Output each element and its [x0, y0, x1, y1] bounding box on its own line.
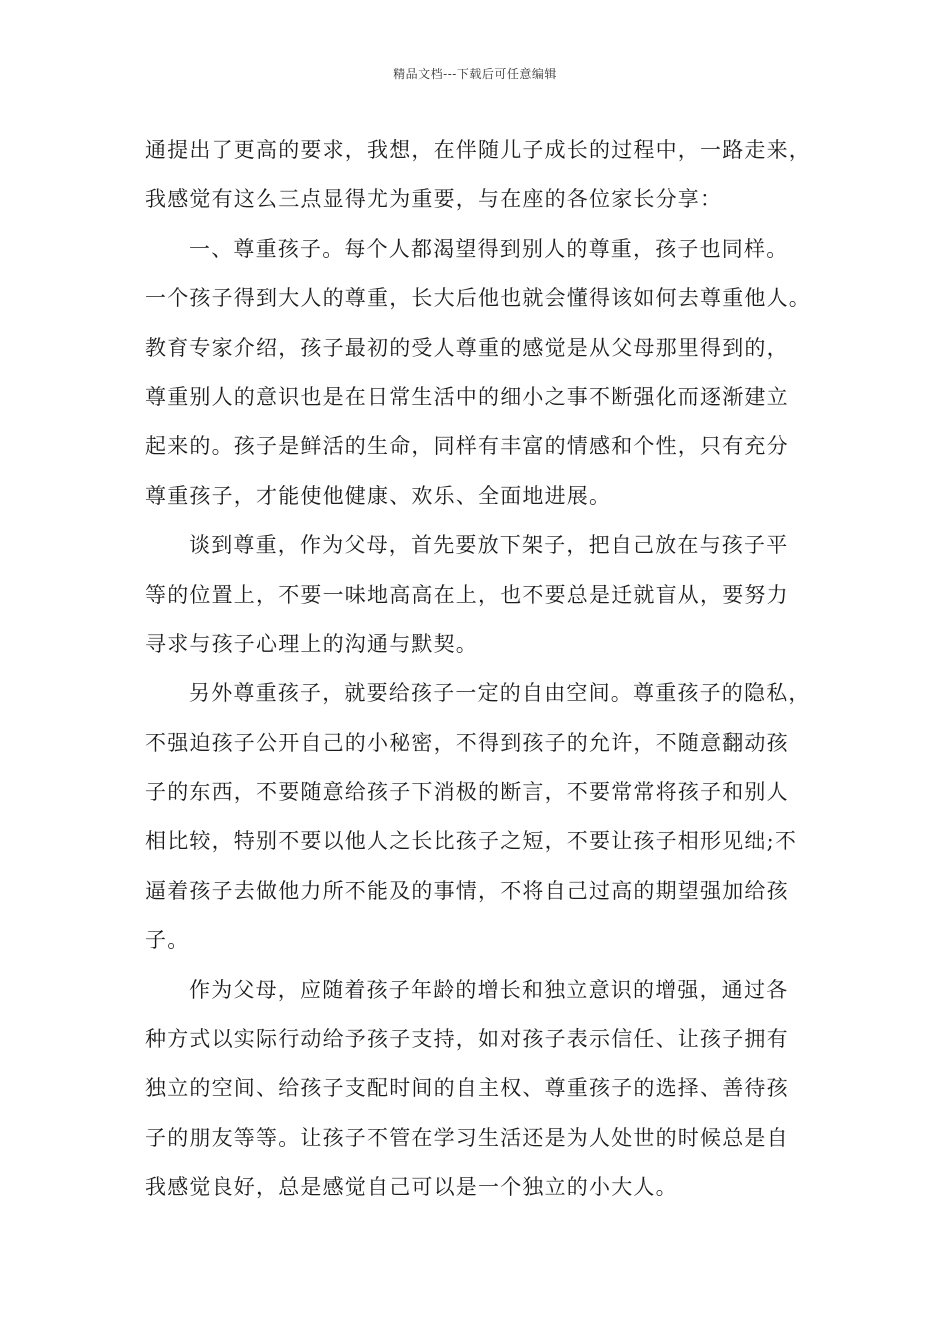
text-line: 尊重孩子，才能使他健康、欢乐、全面地进展。: [145, 483, 612, 508]
text-line: 教育专家介绍，孩子最初的受人尊重的感觉是从父母那里得到的，: [145, 335, 789, 360]
text-line: 我感觉良好，总是感觉自己可以是一个独立的小大人。: [145, 1175, 678, 1200]
document-body: [145, 126, 825, 1213]
text-line: 种方式以实际行动给予孩子支持，如对孩子表示信任、让孩子拥有: [145, 1027, 789, 1052]
text-line: 通提出了更高的要求，我想，在伴随儿子成长的过程中，一路走来，: [145, 138, 811, 162]
text-line: 子的朋友等等。让孩子不管在学习生活还是为人处世的时候总是自: [145, 1125, 789, 1150]
paragraph-start-line: 另外尊重孩子，就要给孩子一定的自由空间。尊重孩子的隐私，: [189, 681, 811, 706]
text-line: 不强迫孩子公开自己的小秘密，不得到孩子的允许，不随意翻动孩: [145, 730, 789, 755]
text-line: 相比较，特别不要以他人之长比孩子之短，不要让孩子相形见绌;不: [145, 829, 798, 854]
paragraph-start-line: 一、尊重孩子。每个人都渴望得到别人的尊重，孩子也同样。: [189, 236, 789, 261]
paragraph-start-line: 谈到尊重，作为父母，首先要放下架子，把自己放在与孩子平: [189, 533, 789, 558]
text-line: 子。: [145, 928, 190, 953]
text-line: 独立的空间、给孩子支配时间的自主权、尊重孩子的选择、善待孩: [145, 1076, 789, 1101]
page-header: 精品文档---下载后可任意编辑: [393, 67, 557, 81]
text-line: 尊重别人的意识也是在日常生活中的细小之事不断强化而逐渐建立: [145, 384, 789, 409]
text-line: 子的东西，不要随意给孩子下消极的断言，不要常常将孩子和别人: [145, 780, 789, 805]
text-line: 我感觉有这么三点显得尤为重要，与在座的各位家长分享：: [145, 187, 723, 212]
text-line: 逼着孩子去做他力所不能及的事情，不将自己过高的期望强加给孩: [145, 878, 789, 903]
text-line: 寻求与孩子心理上的沟通与默契。: [145, 631, 478, 656]
text-line: 起来的。孩子是鲜活的生命，同样有丰富的情感和个性，只有充分: [145, 434, 789, 459]
text-line: 等的位置上，不要一味地高高在上，也不要总是迁就盲从，要努力: [145, 582, 789, 607]
paragraph-start-line: 作为父母，应随着孩子年龄的增长和独立意识的增强，通过各: [189, 977, 789, 1002]
text-line: 一个孩子得到大人的尊重，长大后他也就会懂得该如何去尊重他人。: [145, 286, 811, 311]
